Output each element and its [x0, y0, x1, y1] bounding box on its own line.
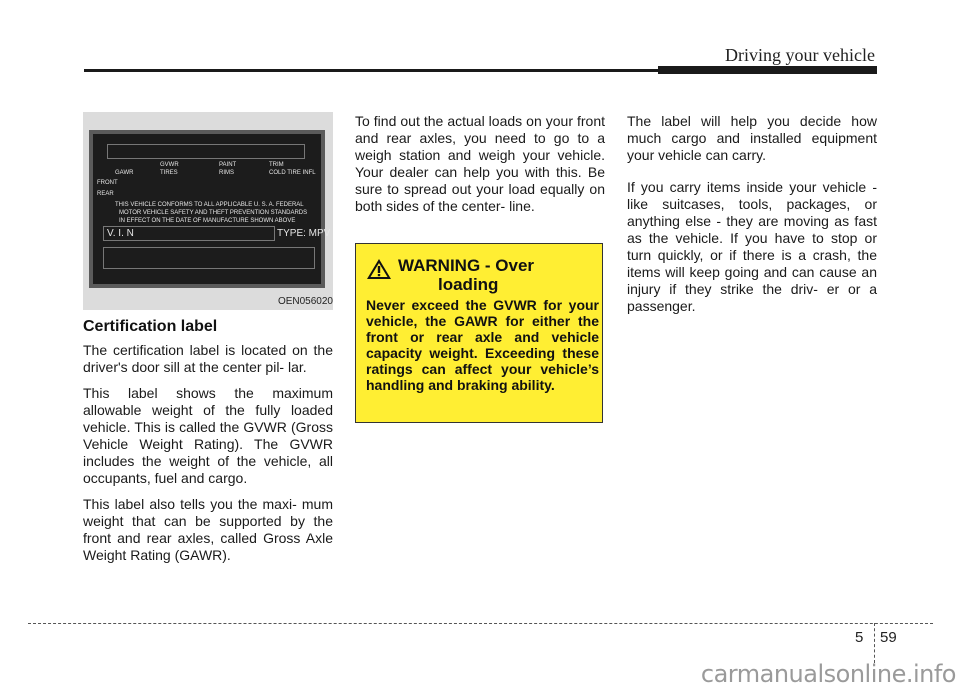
plate-vin: V. I. N: [107, 228, 134, 239]
plate-conformity-line-2: MOTOR VEHICLE SAFETY AND THEFT PREVENTION STANDARDS: [119, 210, 308, 216]
plate-gawr: GAWR: [115, 170, 134, 176]
header-rule-accent: [658, 66, 877, 74]
section-heading: Certification label: [83, 318, 218, 335]
plate-conformity-line-1: THIS VEHICLE CONFORMS TO ALL APPLICABLE U. S. A. FEDERAL: [115, 202, 304, 208]
warning-box: [355, 243, 603, 423]
column-1: [83, 112, 333, 573]
plate-tires: TIRES: [160, 170, 178, 176]
page-number-separator: [874, 623, 875, 663]
chapter-number: 5: [855, 629, 864, 646]
plate-rims: RIMS: [219, 170, 234, 176]
watermark: carmanualsonline.info: [700, 660, 956, 688]
warning-title-line-1: WARNING - Over: [398, 256, 535, 275]
warning-title-line-2: loading: [438, 275, 499, 294]
plate-front: FRONT: [97, 180, 118, 186]
warning-triangle-icon: [366, 258, 392, 280]
warning-body: Never exceed the GVWR for your vehicle, the GAWR for either the front or rear axle and vehicle capacity weight. Exceeding these ratings can affect your vehicle’s handling and braking ability.: [366, 297, 599, 393]
plate-bottom-field: [103, 247, 315, 269]
column-2: [355, 113, 605, 230]
page-number: 59: [880, 629, 897, 646]
plate-rear: REAR: [97, 191, 114, 197]
column-3: [627, 113, 877, 330]
paragraph-label-help: The label will help you decide how much cargo and installed equipment your vehicle can carry.: [627, 113, 877, 163]
plate-top-field: [107, 144, 305, 159]
paragraph-location: The certification label is located on the driver's door sill at the center pil- lar.: [83, 342, 333, 375]
label-plate: [89, 130, 331, 288]
plate-trim: TRIM: [269, 162, 284, 168]
plate-conformity-line-3: IN EFFECT ON THE DATE OF MANUFACTURE SHOWN ABOVE: [119, 218, 296, 224]
plate-gvwr: GVWR: [160, 162, 179, 168]
plate-type: TYPE: MPV: [277, 228, 331, 239]
warning-title: [398, 256, 534, 294]
plate-cold-tire-infl: COLD TIRE INFL: [269, 170, 316, 176]
paragraph-weigh-station: To find out the actual loads on your front and rear axles, you need to go to a weigh station and weigh your vehicle. Your dealer can help you with this. Be sure to spread out your load equally on both sides of the center- line.: [355, 113, 605, 214]
footer-rule: [28, 623, 933, 624]
certification-label-figure: [83, 112, 333, 310]
label-plate-inner: [93, 134, 331, 284]
paragraph-gawr: This label also tells you the maxi- mum weight that can be supported by the front and rear axles, called Gross Axle Weight Rating (GAWR).: [83, 496, 333, 563]
section-title: Driving your vehicle: [725, 45, 875, 65]
paragraph-gvwr: This label shows the maximum allowable weight of the fully loaded vehicle. This is called the GVWR (Gross Vehicle Weight Rating). The GVWR includes the weight of the vehicle, all occupants, fuel and cargo.: [83, 385, 333, 486]
plate-paint: PAINT: [219, 162, 237, 168]
figure-code: OEN056020: [277, 296, 333, 307]
paragraph-moving-items: If you carry items inside your vehicle - like suitcases, tools, packages, or anything else - they are moving as fast as the vehicle. If you have to stop or turn quickly, or if there is a crash, the items will keep going and can cause an injury if they strike the driv- er or a passenger.: [627, 179, 877, 314]
